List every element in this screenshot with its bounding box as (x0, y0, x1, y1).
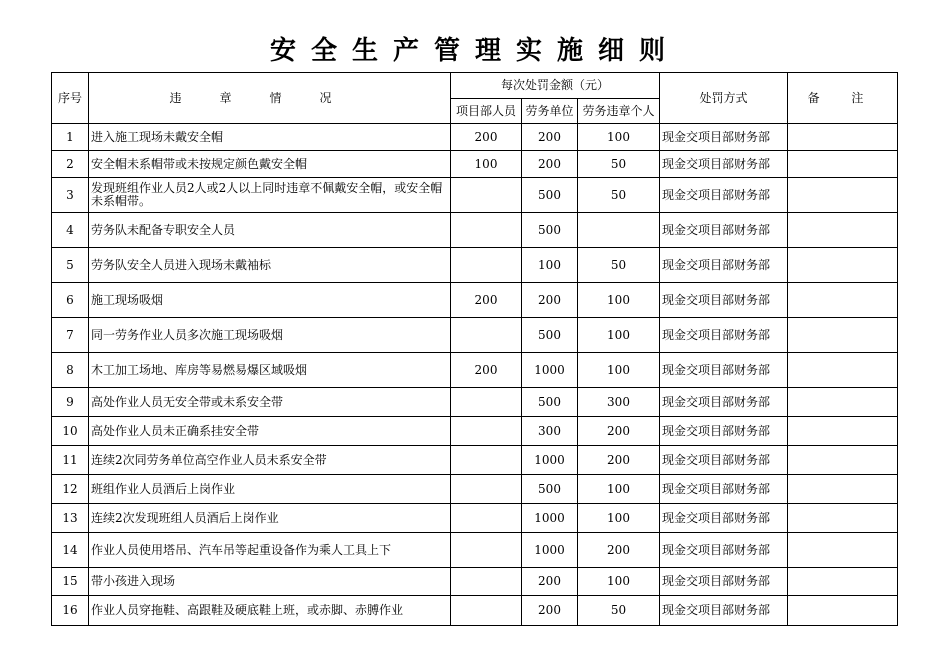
header-penalty-method: 处罚方式 (660, 73, 788, 124)
table-row (52, 124, 898, 151)
row-method: 现金交项目部财务部 (660, 596, 788, 626)
row-fine-person: 50 (578, 596, 660, 626)
row-desc: 发现班组作业人员2人或2人以上同时违章不佩戴安全帽，或安全帽未系帽带。 (89, 178, 451, 213)
header-fine-labor-person: 劳务违章个人 (578, 99, 660, 124)
row-fine-person: 100 (578, 318, 660, 353)
row-method: 现金交项目部财务部 (660, 568, 788, 596)
header-violation (89, 73, 451, 124)
row-method: 现金交项目部财务部 (660, 353, 788, 388)
row-fine-person: 50 (578, 151, 660, 178)
row-desc: 施工现场吸烟 (89, 283, 451, 318)
row-no: 12 (52, 475, 89, 504)
row-fine-project (451, 213, 522, 248)
row-fine-unit: 500 (522, 178, 578, 213)
row-fine-unit: 500 (522, 213, 578, 248)
row-desc: 进入施工现场未戴安全帽 (89, 124, 451, 151)
table-row (52, 596, 898, 626)
row-note (788, 388, 898, 417)
row-note (788, 151, 898, 178)
row-note (788, 504, 898, 533)
table-row (52, 417, 898, 446)
row-fine-project (451, 504, 522, 533)
row-no: 11 (52, 446, 89, 475)
row-desc: 班组作业人员酒后上岗作业 (89, 475, 451, 504)
row-fine-unit: 300 (522, 417, 578, 446)
row-fine-project (451, 596, 522, 626)
row-fine-unit: 200 (522, 283, 578, 318)
row-note (788, 446, 898, 475)
row-note (788, 533, 898, 568)
row-method: 现金交项目部财务部 (660, 388, 788, 417)
row-fine-project (451, 533, 522, 568)
row-fine-unit: 500 (522, 318, 578, 353)
table-row (52, 318, 898, 353)
row-method: 现金交项目部财务部 (660, 178, 788, 213)
row-method: 现金交项目部财务部 (660, 124, 788, 151)
row-desc: 带小孩进入现场 (89, 568, 451, 596)
header-fine-project: 项目部人员 (451, 99, 522, 124)
row-fine-person: 100 (578, 353, 660, 388)
row-note (788, 124, 898, 151)
row-fine-unit: 1000 (522, 504, 578, 533)
row-no: 8 (52, 353, 89, 388)
row-fine-person: 300 (578, 388, 660, 417)
row-no: 4 (52, 213, 89, 248)
row-no: 2 (52, 151, 89, 178)
row-desc: 高处作业人员未正确系挂安全带 (89, 417, 451, 446)
row-method: 现金交项目部财务部 (660, 213, 788, 248)
row-desc: 高处作业人员无安全带或未系安全带 (89, 388, 451, 417)
row-no: 15 (52, 568, 89, 596)
row-fine-unit: 200 (522, 124, 578, 151)
row-fine-project: 200 (451, 353, 522, 388)
table-body (52, 124, 898, 626)
row-method: 现金交项目部财务部 (660, 248, 788, 283)
row-fine-project (451, 475, 522, 504)
header-fine-labor-unit: 劳务单位 (522, 99, 578, 124)
row-fine-project (451, 318, 522, 353)
row-no: 7 (52, 318, 89, 353)
row-fine-project (451, 417, 522, 446)
row-fine-person: 100 (578, 504, 660, 533)
row-method: 现金交项目部财务部 (660, 504, 788, 533)
table-row (52, 533, 898, 568)
row-no: 5 (52, 248, 89, 283)
row-no: 13 (52, 504, 89, 533)
row-fine-project (451, 248, 522, 283)
row-no: 1 (52, 124, 89, 151)
row-fine-person: 100 (578, 568, 660, 596)
row-method: 现金交项目部财务部 (660, 283, 788, 318)
table-row (52, 151, 898, 178)
row-fine-person: 50 (578, 248, 660, 283)
row-fine-person: 200 (578, 417, 660, 446)
table-header (52, 73, 898, 124)
table-row (52, 178, 898, 213)
row-fine-unit: 1000 (522, 446, 578, 475)
row-desc: 作业人员穿拖鞋、高跟鞋及硬底鞋上班，或赤脚、赤膊作业 (89, 596, 451, 626)
row-desc: 连续2次同劳务单位高空作业人员未系安全带 (89, 446, 451, 475)
row-note (788, 178, 898, 213)
row-fine-unit: 200 (522, 596, 578, 626)
row-method: 现金交项目部财务部 (660, 533, 788, 568)
row-fine-unit: 500 (522, 388, 578, 417)
row-method: 现金交项目部财务部 (660, 151, 788, 178)
row-note (788, 353, 898, 388)
row-fine-project: 100 (451, 151, 522, 178)
header-remarks (788, 73, 898, 124)
row-no: 10 (52, 417, 89, 446)
row-fine-project: 200 (451, 124, 522, 151)
row-note (788, 417, 898, 446)
row-note (788, 248, 898, 283)
table-row (52, 213, 898, 248)
row-desc: 木工加工场地、库房等易燃易爆区域吸烟 (89, 353, 451, 388)
row-fine-project (451, 446, 522, 475)
row-fine-unit: 500 (522, 475, 578, 504)
row-method: 现金交项目部财务部 (660, 475, 788, 504)
table-row (52, 248, 898, 283)
table-row (52, 475, 898, 504)
row-fine-person: 100 (578, 283, 660, 318)
header-seq: 序号 (52, 73, 89, 124)
row-desc: 劳务队安全人员进入现场未戴袖标 (89, 248, 451, 283)
row-note (788, 283, 898, 318)
row-fine-project (451, 178, 522, 213)
table-row (52, 353, 898, 388)
row-note (788, 596, 898, 626)
row-desc: 连续2次发现班组人员酒后上岗作业 (89, 504, 451, 533)
row-desc: 安全帽未系帽带或未按规定颜色戴安全帽 (89, 151, 451, 178)
row-no: 9 (52, 388, 89, 417)
table-row (52, 568, 898, 596)
row-fine-project (451, 388, 522, 417)
row-fine-person: 100 (578, 475, 660, 504)
page-title: 安全生产管理实施细则 (269, 36, 680, 66)
row-fine-person: 50 (578, 178, 660, 213)
row-note (788, 318, 898, 353)
row-method: 现金交项目部财务部 (660, 318, 788, 353)
row-fine-project: 200 (451, 283, 522, 318)
table-row (52, 283, 898, 318)
row-desc: 作业人员使用塔吊、汽车吊等起重设备作为乘人工具上下 (89, 533, 451, 568)
row-no: 16 (52, 596, 89, 626)
row-fine-person: 100 (578, 124, 660, 151)
regulation-table (51, 72, 898, 626)
row-note (788, 213, 898, 248)
row-method: 现金交项目部财务部 (660, 446, 788, 475)
header-fine-group: 每次处罚金额（元） (451, 73, 660, 99)
row-note (788, 475, 898, 504)
row-fine-unit: 1000 (522, 353, 578, 388)
header-violation-label: 违章情况 (169, 90, 370, 105)
row-fine-person (578, 213, 660, 248)
row-fine-project (451, 568, 522, 596)
table-row (52, 388, 898, 417)
row-desc: 同一劳务作业人员多次施工现场吸烟 (89, 318, 451, 353)
row-note (788, 568, 898, 596)
row-no: 3 (52, 178, 89, 213)
row-no: 14 (52, 533, 89, 568)
row-no: 6 (52, 283, 89, 318)
table-row (52, 446, 898, 475)
table-row (52, 504, 898, 533)
row-fine-person: 200 (578, 533, 660, 568)
row-desc: 劳务队未配备专职安全人员 (89, 213, 451, 248)
row-fine-person: 200 (578, 446, 660, 475)
header-remarks-label: 备 注 (807, 90, 878, 105)
row-fine-unit: 200 (522, 568, 578, 596)
row-method: 现金交项目部财务部 (660, 417, 788, 446)
row-fine-unit: 200 (522, 151, 578, 178)
row-fine-unit: 100 (522, 248, 578, 283)
row-fine-unit: 1000 (522, 533, 578, 568)
